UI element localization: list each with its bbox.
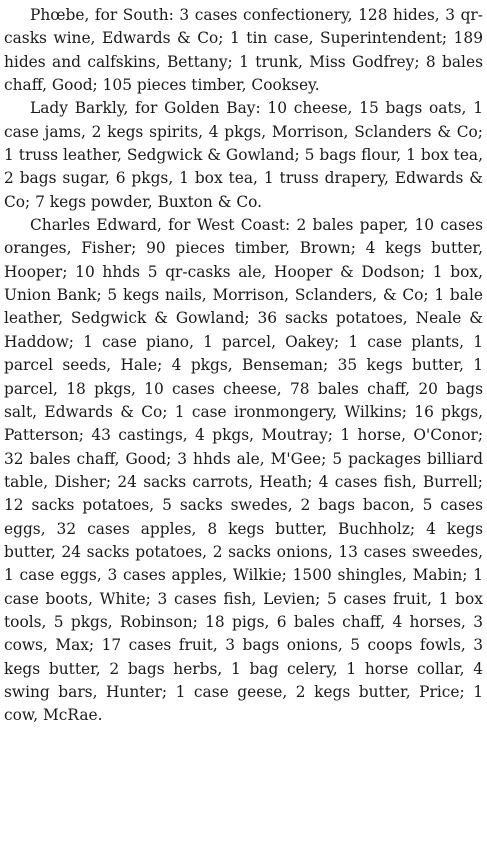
shipment-paragraph-phoebe: Phœbe, for South: 3 cases confectionery, 128 hides, 3 qr-casks wine, Edwards & Co; 1 tin case, Superintendent; 189 hides and calfskins, Bettany; 1 trunk, Miss Godfrey; 8 bales chaff, Good; 105 pieces timber, Cooksey. [4, 6, 483, 95]
shipment-paragraph-charles-edward: Charles Edward, for West Coast: 2 bales paper, 10 cases oranges, Fisher; 90 pieces timber, Brown; 4 kegs butter, Hooper; 10 hhds 5 qr-casks ale, Hooper & Dodson; 1 box, Union Bank; 5 kegs nails, Morrison, Sclanders, & Co; 1 bale leather, Sedgwick & Gowland; 36 sacks potatoes, Neale & Haddow; 1 case piano, 1 parcel, Oakey; 1 case plants, 1 parcel seeds, Hale; 4 pkgs, Benseman; 35 kegs butter, 1 parcel, 18 pkgs, 10 cases cheese, 78 bales chaff, 20 bags salt, Edwards & Co; 1 case ironmongery, Wilkins; 16 pkgs, Patterson; 43 castings, 4 pkgs, Moutray; 1 horse, O'Conor; 32 bales chaff, Good; 3 hhds ale, M'Gee; 5 packages billiard table, Disher; 24 sacks carrots, Heath; 4 cases fish, Burrell; 12 sacks potatoes, 5 sacks swedes, 2 bags bacon, 5 cases eggs, 32 cases apples, 8 kegs butter, Buchholz; 4 kegs butter, 24 sacks potatoes, 2 sacks onions, 13 cases sweedes, 1 case eggs, 3 cases apples, Wilkie; 1500 shingles, Mabin; 1 case boots, White; 3 cases fish, Levien; 5 cases fruit, 1 box tools, 5 pkgs, Robinson; 18 pigs, 6 bales chaff, 4 horses, 3 cows, Max; 17 cases fruit, 3 bags onions, 5 coops fowls, 3 kegs butter, 2 bags herbs, 1 bag celery, 1 horse collar, 4 swing bars, Hunter; 1 case geese, 2 kegs butter, Price; 1 cow, McRae. [4, 216, 483, 725]
shipment-paragraph-lady-barkly: Lady Barkly, for Golden Bay: 10 cheese, 15 bags oats, 1 case jams, 2 kegs spirits, 4 pkgs, Morrison, Sclanders & Co; 1 truss leather, Sedgwick & Gowland; 5 bags flour, 1 box tea, 2 bags sugar, 6 pkgs, 1 box tea, 1 truss drapery, Edwards & Co; 7 kegs powder, Buxton & Co. [4, 99, 483, 211]
